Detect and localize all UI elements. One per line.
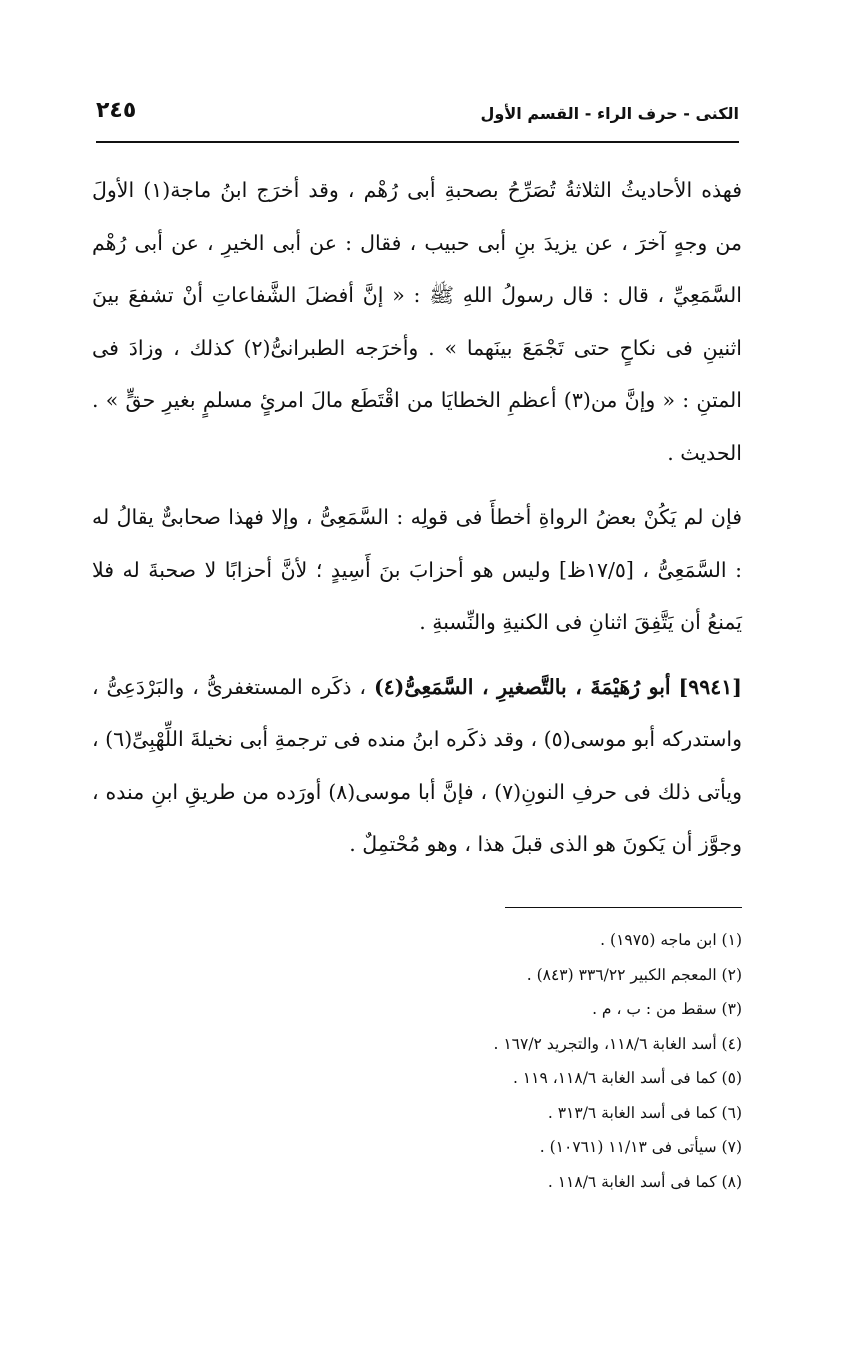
paragraph-1: فهذه الأحاديثُ الثلاثةُ تُصَرِّحُ بصحبةِ أبى رُهْم ، وقد أخرَج ابنُ ماجة(١) الأولَ من وجهٍ آخرَ ، عن يزيدَ بنِ أبى حبيب ، فقال : عن أبى الخيرِ ، عن أبى رُهْم السَّمَعِيِّ ، قال : قال رسولُ اللهِ ﷺ : « إنَّ أفضلَ الشَّفاعاتِ أنْ تشفعَ بينَ اثنينِ فى نكاحٍ حتى تَجْمَعَ بينَهما » . وأخرَجه الطبرانىُّ(٢) كذلك ، وزادَ فى المتنِ : « وإنَّ من(٣) أعظمِ الخطايَا من اقْتَطَع مالَ امرئٍ مسلمٍ بغيرِ حقٍّ » . الحديث . [92, 178, 742, 465]
footnote-item: (٤) أسد الغابة ١١٨/٦، والتجريد ١٦٧/٢ . [493, 1034, 742, 1053]
header-divider [96, 141, 739, 143]
header-title: الكنى - حرف الراء - القسم الأول [480, 104, 739, 123]
footnote-item: (٧) سيأتى فى ١١/١٣ (١٠٧٦١) . [539, 1138, 742, 1156]
footnote-item: (٦) كما فى أسد الغابة ٣١٣/٦ . [547, 1103, 742, 1122]
main-text [92, 164, 742, 883]
entry-text: ، ذكَره المستغفرىُّ ، والبَرْدَعِىُّ ، واستدركه أبو موسى(٥) ، وقد ذكَره ابنُ منده فى ترجمةِ أبى نخيلةَ اللِّهْبِىِّ(٦) ، ويأتى ذلك فى حرفِ النونِ(٧) ، فإنَّ أبا موسى(٨) أورَده من طريقِ ابنِ منده ، وجوَّز أن يَكونَ هو الذى قبلَ هذا ، وهو مُحْتمِلٌ . [92, 674, 742, 856]
footnotes-list [92, 923, 742, 1199]
entry-paragraph [92, 661, 742, 871]
page-number: ٢٤٥ [96, 98, 137, 123]
footnote-item: (٨) كما فى أسد الغابة ١١٨/٦ . [547, 1172, 742, 1191]
footnote-item: (٢) المعجم الكبير ٣٣٦/٢٢ (٨٤٣) . [526, 965, 742, 984]
running-header [96, 86, 739, 146]
footnote-item: (١) ابن ماجه (١٩٧٥) . [600, 931, 742, 949]
footnote-item: (٣) سقط من : ب ، م . [592, 1000, 742, 1018]
entry-number: [٩٩٤١] [678, 674, 742, 699]
entry-name: أبو رُهَيْمَةَ ، بالتَّصغيرِ ، السَّمَعِىُّ(٤) [373, 674, 671, 699]
paragraph-2: فإن لم يَكُنْ بعضُ الرواةِ أخطأَ فى قولِه : السَّمَعِىُّ ، وإلا فهذا صحابىٌّ يقالُ له : السَّمَعِىُّ ، [١٧/٥ظ] وليس هو أحزابَ بنَ أَسِيدٍ ؛ لأنَّ أحزابًا لا صحبةَ له فلا يَمنعُ أن يَتَّفِقَ اثنانِ فى الكنيةِ والنِّسبةِ . [92, 505, 742, 634]
footnote-divider [505, 907, 742, 908]
footnote-item: (٥) كما فى أسد الغابة ١١٨/٦، ١١٩ . [512, 1069, 742, 1087]
